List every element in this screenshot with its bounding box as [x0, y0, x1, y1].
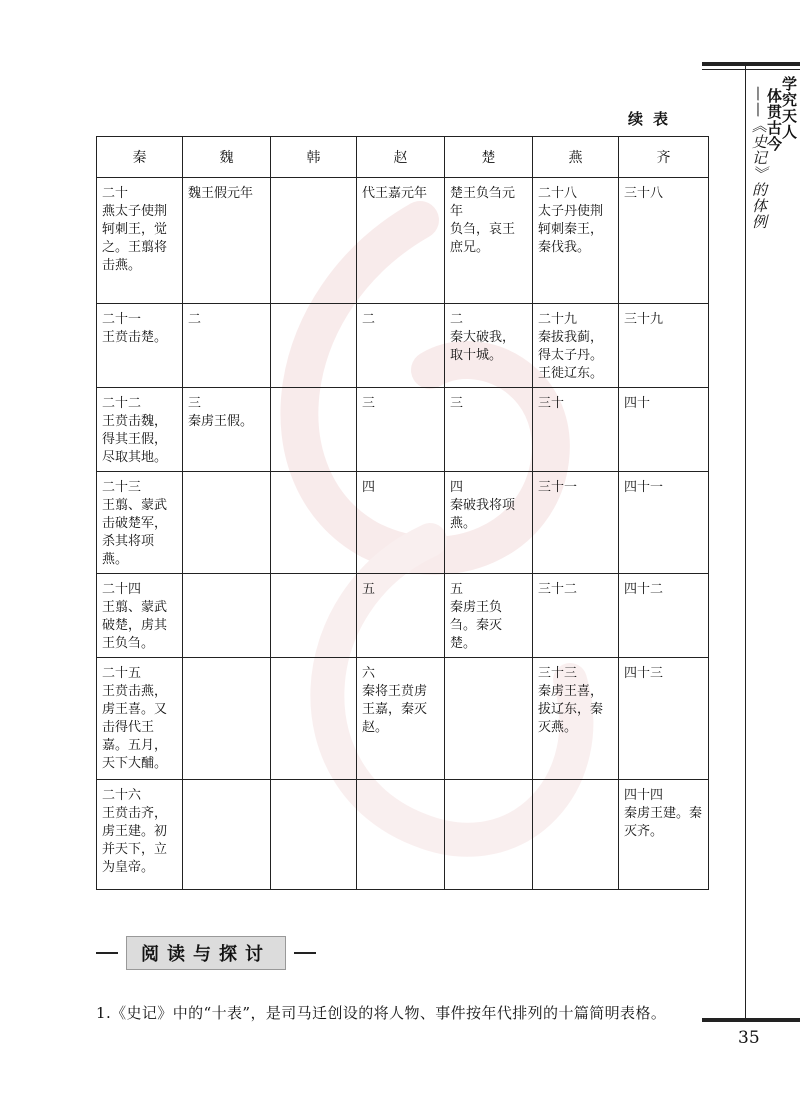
table-cell — [183, 780, 271, 890]
header-chu: 楚 — [445, 137, 533, 178]
table-cell: 二十九 秦拔我蓟，得太子丹。王徙辽东。 — [533, 304, 619, 388]
table-cell: 五 — [357, 574, 445, 658]
table-cell: 四十四 秦虏王建。秦灭齐。 — [619, 780, 709, 890]
table-cell: 二 — [183, 304, 271, 388]
table-cell: 三十三 秦虏王喜，拔辽东，秦灭燕。 — [533, 658, 619, 780]
running-header-part2: 体贯古今 — [765, 88, 783, 152]
table-cell: 二 — [357, 304, 445, 388]
table-cell: 代王嘉元年 — [357, 178, 445, 304]
table-cell: 三十八 — [619, 178, 709, 304]
table-row — [97, 472, 709, 574]
table-cell: 二十六 王贲击齐，虏王建。初并天下，立为皇帝。 — [97, 780, 183, 890]
table-cell: 三 — [357, 388, 445, 472]
table-cell: 四十 — [619, 388, 709, 472]
table-row — [97, 178, 709, 304]
table-cell — [271, 472, 357, 574]
table-cell: 三 — [445, 388, 533, 472]
section-dash-right — [294, 952, 316, 954]
table-cell: 二十八 太子丹使荆轲刺秦王，秦伐我。 — [533, 178, 619, 304]
table-cell: 二十三 王翦、蒙武击破楚军，杀其将项燕。 — [97, 472, 183, 574]
rail-rule-top — [702, 62, 800, 66]
table-cell: 四十三 — [619, 658, 709, 780]
discussion-item-1: 1.《史记》中的“十表”，是司马迁创设的将人物、事件按年代排列的十篇简明表格。 — [96, 1004, 667, 1022]
table-cell: 三 秦虏王假。 — [183, 388, 271, 472]
table-cell — [271, 178, 357, 304]
rail-rule-top-thin — [702, 69, 800, 70]
table-cell — [271, 658, 357, 780]
table-cell: 楚王负刍元年 负刍，哀王庶兄。 — [445, 178, 533, 304]
section-heading — [96, 938, 386, 968]
table-row — [97, 658, 709, 780]
table-cell — [445, 780, 533, 890]
table-cell: 二十二 王贲击魏，得其王假，尽取其地。 — [97, 388, 183, 472]
table-header-row — [97, 137, 709, 178]
table-cell — [271, 780, 357, 890]
table-cell: 五 秦虏王负刍。秦灭楚。 — [445, 574, 533, 658]
header-wei: 魏 — [183, 137, 271, 178]
table-row — [97, 780, 709, 890]
table-cell: 四 秦破我将项燕。 — [445, 472, 533, 574]
table-cell — [533, 780, 619, 890]
table-continued-label: 续表 — [628, 110, 679, 128]
header-yan: 燕 — [533, 137, 619, 178]
table-row — [97, 388, 709, 472]
rail-rule-vertical — [745, 62, 746, 1022]
table-cell — [271, 304, 357, 388]
table-cell — [183, 574, 271, 658]
table-cell: 四十二 — [619, 574, 709, 658]
table-cell: 三十九 — [619, 304, 709, 388]
table-cell: 四 — [357, 472, 445, 574]
chronology-table — [96, 136, 709, 890]
table-cell: 二 秦大破我，取十城。 — [445, 304, 533, 388]
table-cell — [271, 574, 357, 658]
running-header-subtitle: ——《史记》的体例 — [750, 86, 768, 230]
running-header — [750, 76, 798, 230]
header-zhao: 赵 — [357, 137, 445, 178]
table-cell: 四十一 — [619, 472, 709, 574]
table-cell: 二十四 王翦、蒙武破楚，虏其王负刍。 — [97, 574, 183, 658]
section-dash-left — [96, 952, 118, 954]
table-cell: 三十二 — [533, 574, 619, 658]
table-cell — [445, 658, 533, 780]
table-cell: 二十五 王贲击燕，虏王喜。又击得代王嘉。五月，天下大酺。 — [97, 658, 183, 780]
table-cell — [183, 658, 271, 780]
table-cell: 二十一 王贲击楚。 — [97, 304, 183, 388]
table-cell — [271, 388, 357, 472]
table-cell — [357, 780, 445, 890]
section-title: 阅读与探讨 — [126, 936, 286, 970]
page-number: 35 — [738, 1028, 760, 1048]
table-cell: 二十 燕太子使荆轲刺王，觉之。王翦将击燕。 — [97, 178, 183, 304]
running-header-part1: 学究天人 — [780, 76, 798, 140]
table-row — [97, 304, 709, 388]
table-row — [97, 574, 709, 658]
table-cell: 三十 — [533, 388, 619, 472]
header-han: 韩 — [271, 137, 357, 178]
table-cell — [183, 472, 271, 574]
table-cell: 三十一 — [533, 472, 619, 574]
table-cell: 六 秦将王贲虏王嘉，秦灭赵。 — [357, 658, 445, 780]
header-qin: 秦 — [97, 137, 183, 178]
table-cell: 魏王假元年 — [183, 178, 271, 304]
header-qi: 齐 — [619, 137, 709, 178]
